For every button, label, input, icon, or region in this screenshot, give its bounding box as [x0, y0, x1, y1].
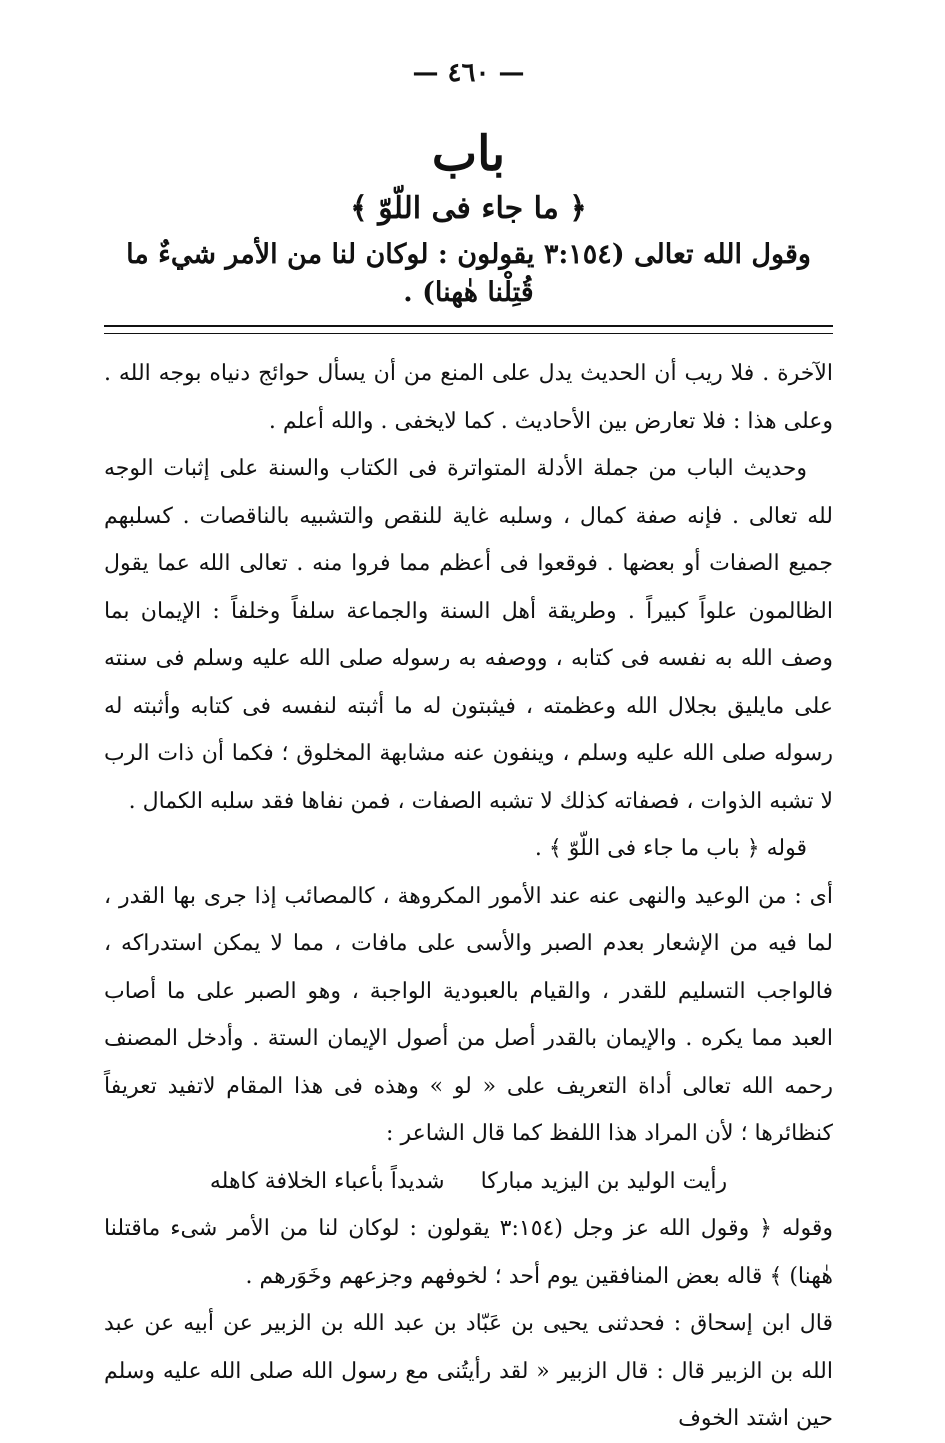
poem-first-hemistich: رأيت الوليد بن اليزيد مباركا — [480, 1168, 728, 1194]
paragraph: وحديث الباب من جملة الأدلة المتواترة فى الكتاب والسنة على إثبات الوجه لله تعالى . فإنه صفة كمال ، وسلبه غاية للنقص والتشبيه بالناقصات . كسلبهم جميع الصفات أو بعضها . فوقعوا فى أعظم مما فروا منه . تعالى الله عما يقول الظالمون علواً كبيراً . وطريقة أهل السنة والجماعة سلفاً وخلفاً : الإيمان بما وصف الله به نفسه فى كتابه ، ووصفه به رسوله صلى الله عليه وسلم فى سنته على مايليق بجلال الله وعظمته ، فيثبتون له ما أثبته لنفسه فى كتابه وأثبته له رسوله صلى الله عليه وسلم ، وينفون عنه مشابهة المخلوق ؛ فكما أن ذات الرب لا تشبه الذوات ، فصفاته كذلك لا تشبه الصفات ، فمن نفاها فقد سلبه الكمال . — [104, 456, 834, 814]
header-divider — [104, 325, 833, 334]
chapter-subtitle: ﴿ ما جاء فى اللّوّ ﴾ — [350, 190, 587, 226]
paragraph: وقوله ﴿ وقول الله عز وجل (٣:١٥٤ يقولون : لوكان لنا من الأمر شىء ماقتلنا هٰهنا) ﴾ قاله بعض المنافقين يوم أحد ؛ لخوفهم وجزعهم وخَوَرهم . — [104, 1216, 833, 1289]
poem-verse — [104, 1158, 833, 1206]
poem-second-hemistich: شديداً بأعباء الخلافة كاهله — [209, 1168, 445, 1194]
body-text — [104, 350, 833, 1443]
chapter-verse: وقول الله تعالى (٣:١٥٤ يقولون : لوكان لنا من الأمر شيءٌ ما قُتِلْنا هٰهنا) . — [126, 238, 811, 308]
paragraph: الآخرة . فلا ريب أن الحديث يدل على المنع من أن يسأل حوائج دنياه بوجه الله . وعلى هذا : فلا تعارض بين الأحاديث . كما لايخفى . والله أعلم . — [104, 361, 833, 434]
paragraph: أى : من الوعيد والنهى عنه عند الأمور المكروهة ، كالمصائب إذا جرى بها القدر ، لما فيه من الإشعار بعدم الصبر والأسى على مافات ، مما لا يمكن استدراكه ، فالواجب التسليم للقدر ، والقيام بالعبودية الواجبة ، وهو الصبر على ما أصاب العبد مما يكره . والإيمان بالقدر أصل من أصول الإيمان الستة . وأدخل المصنف رحمه الله تعالى أداة التعريف على « لو » وهذه فى هذا المقام لاتفيد تعريفاً كنظائرها ؛ لأن المراد هذا اللفظ كما قال الشاعر : — [104, 883, 833, 1147]
page-number: — ٤٦٠ — — [412, 58, 525, 88]
paragraph: قال ابن إسحاق : فحدثنى يحيى بن عَبّاد بن عبد الله بن الزبير عن أبيه عن عبد الله بن الزبير قال : قال الزبير « لقد رأيتُنى مع رسول الله صلى الله عليه وسلم حين اشتد الخوف — [104, 1311, 833, 1432]
paragraph: قوله ﴿ باب ما جاء فى اللّوّ ﴾ . — [534, 836, 807, 862]
chapter-title: باب — [431, 126, 506, 182]
